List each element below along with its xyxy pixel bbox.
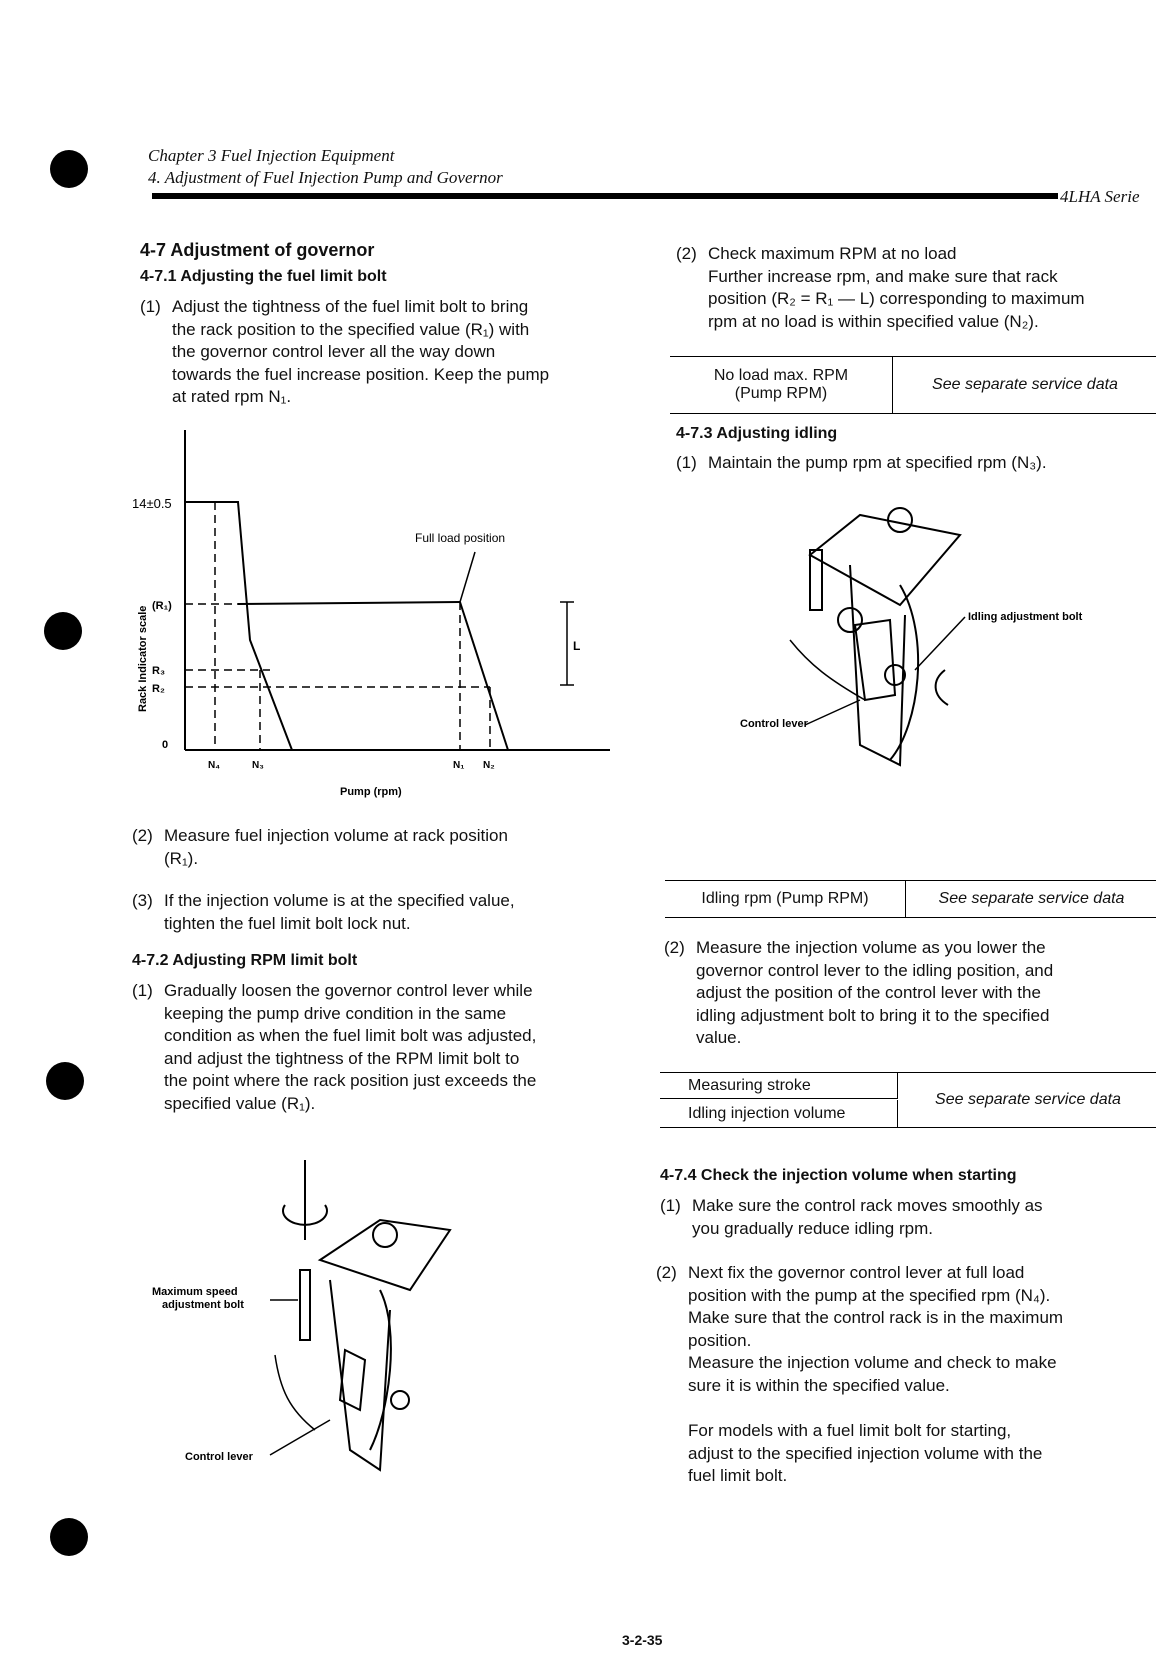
punch-hole-3: [46, 1062, 84, 1100]
paragraph-nl-2: [676, 243, 1156, 333]
item-number: (2): [656, 1263, 677, 1282]
line: you gradually reduce idling rpm.: [692, 1218, 933, 1238]
table1-label-cell: [670, 357, 893, 413]
series-label: 4LHA Serie: [1060, 187, 1140, 206]
line: rpm at no load is within specified value (N₂).: [708, 311, 1039, 331]
line: Measure the injection volume and check to make: [688, 1353, 1057, 1372]
table-no-load-rpm: [670, 356, 1156, 414]
line: governor control lever to the idling position, and: [696, 960, 1054, 980]
page-number: 3-2-35: [622, 1632, 663, 1648]
line: the point where the rack position just exceeds the: [164, 1071, 537, 1090]
y-top-label: 14±0.5: [132, 496, 172, 511]
heading-4-7: 4-7 Adjustment of governor: [140, 240, 375, 260]
table1-label-2: (Pump RPM): [734, 385, 828, 402]
l-label: L: [573, 639, 581, 653]
y-tick-zero: 0: [162, 739, 169, 751]
full-load-label: Full load position: [415, 531, 506, 545]
y-axis-label: Rack Indicator scale: [137, 605, 149, 712]
item-number: (1): [660, 1196, 681, 1215]
punch-hole-2: [44, 612, 82, 650]
line: condition as when the fuel limit bolt was adjusted,: [164, 1026, 537, 1045]
x-tick-n1: N₁: [453, 760, 465, 771]
table3-label-2: Idling injection volume: [660, 1100, 898, 1127]
line: Maintain the pump rpm at specified rpm (N₃).: [708, 453, 1047, 472]
line: adjust to the specified injection volume with the: [688, 1443, 1043, 1463]
line: and adjust the tightness of the RPM limit bolt to: [164, 1048, 520, 1068]
table3-value: See separate service data: [935, 1091, 1121, 1108]
line: the rack position to the specified value (R₁) with: [172, 319, 530, 339]
line: sure it is within the specified value.: [688, 1375, 950, 1395]
leader-full-load: [460, 552, 475, 602]
line: Measure the injection volume as you lower the: [696, 938, 1046, 957]
curve-drop: [460, 602, 508, 750]
line: idling adjustment bolt to bring it to the specified: [696, 1005, 1050, 1025]
paragraph-474-1: [660, 1195, 1156, 1240]
paragraph-474-note: [688, 1420, 1156, 1488]
line: tighten the fuel limit bolt lock nut.: [164, 913, 411, 933]
line: value.: [696, 1028, 742, 1047]
line: Further increase rpm, and make sure that rack: [708, 266, 1058, 286]
paragraph-473-2: [664, 937, 1154, 1050]
item-number: (1): [132, 981, 153, 1000]
punch-hole-4: [50, 1518, 88, 1556]
fig3-label-2: Control lever: [740, 718, 808, 730]
line: Gradually loosen the governor control lever while: [164, 981, 533, 1000]
heading-4-7-2: 4-7.2 Adjusting RPM limit bolt: [132, 952, 358, 969]
line: If the injection volume is at the specified value,: [164, 891, 515, 910]
line: Make sure that the control rack is in the maximum: [688, 1308, 1064, 1327]
item-number: (2): [664, 938, 685, 957]
x-axis-label: Pump (rpm): [340, 786, 402, 798]
paragraph-472-1: [132, 980, 612, 1115]
line: position (R₂ = R₁ — L) corresponding to maximum: [708, 289, 1085, 308]
heading-4-7-1: 4-7.1 Adjusting the fuel limit bolt: [140, 268, 387, 285]
table-idling-rpm: [665, 880, 1156, 918]
paragraph-471-3: [132, 890, 612, 935]
curve-left: [185, 502, 292, 750]
line: position with the pump at the specified rpm (N₄).: [688, 1285, 1051, 1305]
x-tick-n3: N₃: [252, 760, 264, 771]
fig2-label-3: Control lever: [185, 1451, 253, 1463]
section-title: 4. Adjustment of Fuel Injection Pump and Governor: [148, 168, 503, 187]
heading-4-7-4: 4-7.4 Check the injection volume when starting: [660, 1167, 1017, 1184]
y-tick-r2: R₂: [152, 683, 165, 695]
item-number: (2): [676, 244, 697, 263]
governor-chart: [130, 430, 620, 800]
chapter-title: Chapter 3 Fuel Injection Equipment: [148, 146, 395, 165]
line: keeping the pump drive condition in the same: [164, 1003, 507, 1023]
line: specified value (R₁).: [164, 1093, 316, 1113]
line: Adjust the tightness of the fuel limit bolt to bring: [172, 297, 529, 316]
line: Measure fuel injection volume at rack position: [164, 826, 508, 845]
line: at rated rpm N₁.: [172, 387, 292, 406]
item-number: (1): [676, 453, 697, 472]
fig3-label-1: Idling adjustment bolt: [968, 611, 1083, 623]
line: position.: [688, 1330, 752, 1350]
fig2-label-2: adjustment bolt: [162, 1299, 244, 1311]
x-tick-n4: N₄: [208, 760, 220, 771]
table2-label: Idling rpm (Pump RPM): [665, 881, 906, 917]
item-number: (2): [132, 826, 153, 845]
paragraph-474-2: [656, 1262, 1156, 1397]
header-rule: [152, 193, 1058, 199]
paragraph-471-1: [140, 296, 620, 409]
line: Next fix the governor control lever at full load: [688, 1263, 1025, 1282]
max-speed-figure: [150, 1150, 480, 1480]
paragraph-473-1: [676, 452, 1156, 475]
item-number: (1): [140, 297, 161, 316]
table1-label-1: No load max. RPM: [713, 367, 849, 384]
line: Make sure the control rack moves smoothly as: [692, 1196, 1043, 1215]
punch-hole-1: [50, 150, 88, 188]
y-tick-r3: R₃: [152, 665, 166, 677]
fig2-label-1: Maximum speed: [152, 1286, 238, 1298]
line: adjust the position of the control lever with the: [696, 983, 1041, 1002]
y-tick-r1: (R₁): [152, 600, 172, 612]
line: For models with a fuel limit bolt for starting,: [688, 1421, 1012, 1440]
curve-top: [238, 602, 460, 604]
line: (R₁).: [164, 848, 199, 868]
idling-figure: [700, 495, 1120, 785]
line: Check maximum RPM at no load: [708, 244, 957, 263]
table-measuring: [660, 1072, 1156, 1128]
line: towards the fuel increase position. Keep the pump: [172, 364, 550, 384]
x-tick-n2: N₂: [483, 760, 495, 771]
paragraph-471-2: [132, 825, 612, 870]
table3-label-1: Measuring stroke: [660, 1073, 898, 1099]
item-number: (3): [132, 891, 153, 910]
line: the governor control lever all the way down: [172, 342, 496, 361]
heading-4-7-3: 4-7.3 Adjusting idling: [676, 425, 838, 442]
table2-value: See separate service data: [938, 890, 1125, 907]
table1-value: See separate service data: [932, 376, 1118, 393]
line: fuel limit bolt.: [688, 1466, 788, 1485]
